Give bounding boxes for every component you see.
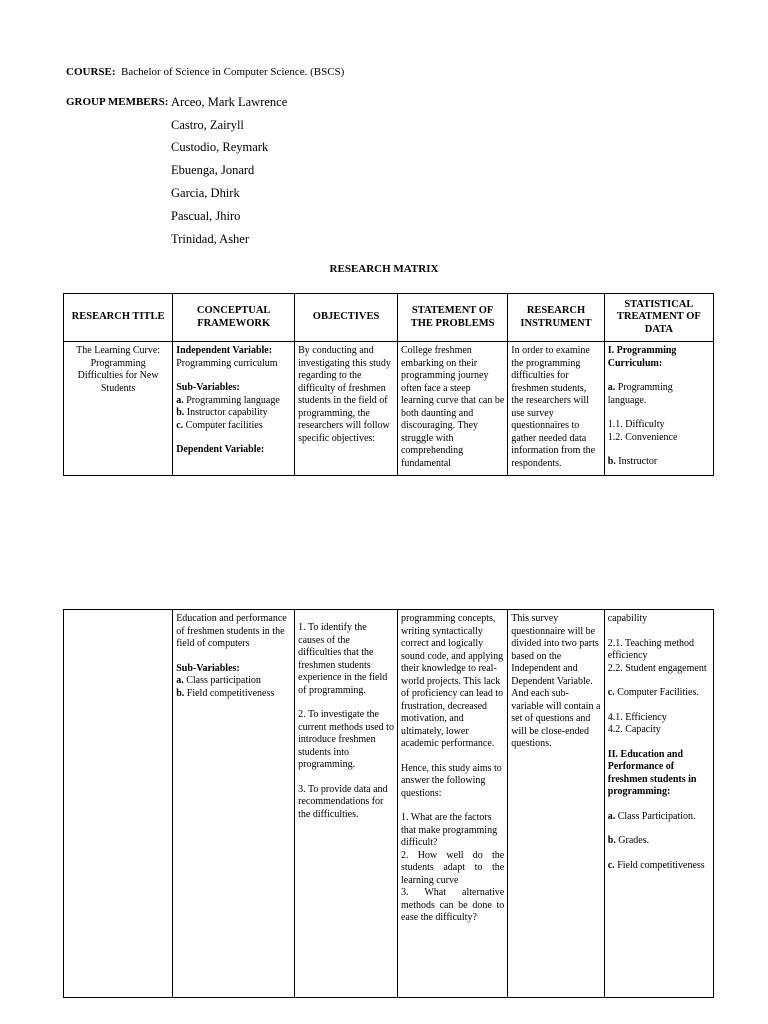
independent-variable-label: Independent Variable: xyxy=(176,345,273,356)
cell-research-instrument: In order to examine the programming difficulties for freshmen students, the researchers will use survey questionnaires to gather needed data information from the respondents. xyxy=(508,342,604,476)
dependent-variable-label: Dependent Variable: xyxy=(176,444,265,455)
research-matrix-table-2 xyxy=(63,609,714,998)
independent-variable-value: Programming curriculum xyxy=(176,357,278,369)
stats-item-field-competitiveness: c. Field competitiveness xyxy=(607,859,705,871)
stats-capability: capability xyxy=(607,613,648,624)
sub-variable-a: a. Programming language xyxy=(176,394,280,406)
header-research-instrument: RESEARCH INSTRUMENT xyxy=(508,294,604,342)
stats-item-4-2: 4.2. Capacity xyxy=(607,724,661,735)
header-objectives: OBJECTIVES xyxy=(295,294,398,342)
cell-statement-of-problems: College freshmen embarking on their programming journey often face a steep learning curve that can be both daunting and discouraging. They struggle with comprehending fundamental xyxy=(397,342,507,476)
stats-item-1-1: 1.1. Difficulty xyxy=(607,419,665,430)
member-6: Pascual, Jhiro xyxy=(171,209,241,223)
header-research-title: RESEARCH TITLE xyxy=(64,294,173,342)
header-statistical-treatment: STATISTICAL TREATMENT OF DATA xyxy=(604,294,713,342)
header-row xyxy=(64,294,714,342)
member-5: Garcia, Dhirk xyxy=(171,186,240,200)
matrix-title: RESEARCH MATRIX xyxy=(329,263,439,275)
cell-research-instrument-cont: This survey questionnaire will be divided into two parts based on the Independent and Dependent Variable. And each sub-variable will contain a set of questions and will be close-ended questions. xyxy=(508,610,604,998)
course-label: COURSE: xyxy=(66,66,116,78)
research-matrix-table-1 xyxy=(63,293,714,476)
member-4: Ebuenga, Jonard xyxy=(171,163,255,177)
sub-variable-b: b. Instructor capability xyxy=(176,407,268,418)
course-value: Bachelor of Science in Computer Science. (BSCS) xyxy=(121,66,345,78)
cell-statistical-treatment xyxy=(604,342,713,476)
cell-statement-of-problems-cont xyxy=(397,610,507,998)
stats-heading-1: I. Programming Curriculum: xyxy=(607,345,677,369)
objective-3: 3. To provide data and recommendations for the difficulties. xyxy=(298,783,388,820)
sub-variables-label: Sub-Variables: xyxy=(176,662,240,674)
cell-research-title: The Learning Curve: Programming Difficulties for New Students xyxy=(64,342,173,476)
member-7: Trinidad, Asher xyxy=(171,232,250,246)
member-1: Arceo, Mark Lawrence xyxy=(171,95,288,109)
cell-research-title-empty xyxy=(64,610,173,998)
sub-variables-label: Sub-Variables: xyxy=(176,382,240,393)
cell-statistical-treatment-cont xyxy=(604,610,713,998)
stats-item-2-2: 2.2. Student engagement xyxy=(607,662,707,674)
course-line xyxy=(66,66,344,78)
objective-2: 2. To investigate the current methods used to introduce freshmen students into programming. xyxy=(298,709,394,770)
objective-1: 1. To identify the causes of the difficulties that the freshmen students experience in the field of programming. xyxy=(298,622,388,696)
sub-variable-a: a. Class participation xyxy=(176,675,261,686)
problems-text-1: programming concepts, writing syntactically correct and logically sound code, and applying their knowledge to real-world projects. This lack of proficiency can lead to frustration, decreased motivation, and ultimately, lower academic performance. xyxy=(400,613,504,749)
stats-item-grades: b. Grades. xyxy=(607,835,650,846)
group-members-label: GROUP MEMBERS: xyxy=(66,96,169,108)
question-2: 2. How well do the students adapt to the learning curve xyxy=(400,849,505,886)
cell-objectives-cont xyxy=(295,610,398,998)
cell-conceptual-framework xyxy=(173,342,295,476)
sub-variable-b: b. Field competitiveness xyxy=(176,687,275,699)
stats-item-2-1: 2.1. Teaching method efficiency xyxy=(607,637,695,661)
question-3: 3. What alternative methods can be done to ease the difficulty? xyxy=(400,887,505,923)
stats-item-c: c. Computer Facilities. xyxy=(607,687,699,698)
header-statement-of-problems: STATEMENT OF THE PROBLEMS xyxy=(397,294,507,342)
stats-item-a: a. Programming language. xyxy=(607,382,673,406)
header-conceptual-framework: CONCEPTUAL FRAMEWORK xyxy=(173,294,295,342)
question-1: 1. What are the factors that make programming difficult? xyxy=(400,812,498,848)
dependent-variable-value: Education and performance of freshmen students in the field of computers xyxy=(176,613,287,649)
stats-item-1-2: 1.2. Convenience xyxy=(607,431,678,443)
table-row xyxy=(64,342,714,476)
stats-heading-2: II. Education and Performance of freshmen students in programming: xyxy=(607,748,697,797)
stats-item-class-participation: a. Class Participation. xyxy=(607,810,696,822)
member-3: Custodio, Reymark xyxy=(171,140,269,154)
table-row xyxy=(64,610,714,998)
member-2: Castro, Zairyll xyxy=(171,118,244,132)
problems-text-2: Hence, this study aims to answer the following questions: xyxy=(400,762,502,799)
cell-objectives: By conducting and investigating this study regarding to the difficulty of freshmen students in the field of programming, the researchers will follow specific objectives: xyxy=(295,342,398,476)
sub-variable-c: c. Computer facilities xyxy=(176,419,263,431)
stats-item-b: b. Instructor xyxy=(607,456,658,467)
cell-conceptual-framework-cont xyxy=(173,610,295,998)
stats-item-4-1: 4.1. Efficiency xyxy=(607,711,667,723)
